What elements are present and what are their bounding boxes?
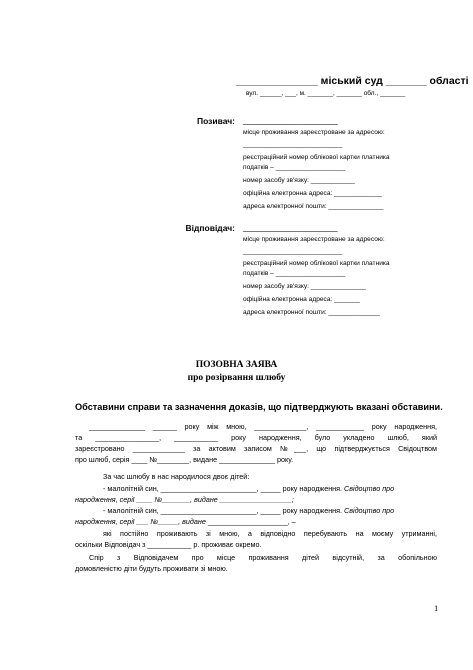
paragraph-residence bbox=[75, 528, 437, 550]
document-subtitle: про розірвання шлюбу bbox=[187, 373, 286, 383]
defendant-field: номер засобу зв'язку: _______________ bbox=[243, 283, 366, 290]
text-line: які постійно проживають зі мною, а відповідно перебувають на моєму утриманні, bbox=[103, 529, 437, 538]
text-line: ______________ ______ року між мною, _____________, ____________ року народження, bbox=[89, 422, 437, 431]
court-name-line: ______________ міський суд _______ області bbox=[236, 75, 469, 87]
issuer-blank: ____________________, – bbox=[207, 517, 296, 526]
paragraph-agreement bbox=[75, 552, 437, 574]
text-line: народження, серії ____ №_______, видане __________________; bbox=[75, 495, 294, 504]
child-text: - малолітній син, ________________________, _____ року народження. bbox=[103, 506, 343, 515]
plaintiff-field: місце проживання зареєстроване за адресою: bbox=[243, 129, 385, 136]
defendant-field: адреса електронної пошти: ______________ bbox=[243, 309, 380, 316]
paragraph-marriage bbox=[75, 421, 437, 465]
text-line: та ________________, ___________ року народження, було укладено шлюб, який bbox=[75, 433, 437, 442]
defendant-field: податків – ___________________ bbox=[243, 270, 346, 277]
defendant-field: місце проживання зареєстроване за адресою: bbox=[243, 236, 385, 243]
text-line: оскільки Відповідач з ___________ р. проживає окремо. bbox=[75, 540, 262, 549]
paragraph-children-intro: За час шлюбу в нас народилося двоє дітей: bbox=[103, 472, 250, 481]
defendant-field: офіційна електронна адреса: _______ bbox=[243, 296, 360, 303]
text-line: домовленістю діти будуть проживати зі мною. bbox=[75, 564, 228, 573]
defendant-field: ___________________________ bbox=[243, 248, 343, 255]
plaintiff-field: реєстраційний номер облікової картки платника bbox=[243, 154, 390, 161]
certificate-text: народження, серії ___ №_____, видане bbox=[75, 517, 206, 526]
defendant-name-line: ____________________ bbox=[243, 222, 338, 232]
certificate-label: Свідоцтво про bbox=[344, 506, 395, 515]
document-title: ПОЗОВНА ЗАЯВА bbox=[195, 360, 278, 370]
plaintiff-field: ___________________________ bbox=[243, 141, 343, 148]
section-heading: Обставини справи та зазначення доказів, що підтверджують вказані обставини. bbox=[75, 402, 443, 412]
text-line: зареєстровано _____________ за актовим записом №___, що підтверджується Свідоцтвом bbox=[75, 444, 437, 453]
child-text: - малолітній син, ________________________, _____ року народження. bbox=[103, 484, 343, 493]
page-number: 1 bbox=[434, 603, 439, 613]
child-entry bbox=[75, 505, 437, 527]
plaintiff-label: Позивач: bbox=[196, 116, 235, 126]
plaintiff-field: адреса електронної пошти: _______________ bbox=[243, 203, 384, 210]
certificate-label: Свідоцтво про bbox=[344, 484, 395, 493]
text-line: про шлюб, серія ____ №________, видане ______________ року. bbox=[75, 455, 294, 464]
plaintiff-field: податків – ___________________ bbox=[243, 164, 346, 171]
court-address: вул. ______, ___, м. _______, _______ обл., _______ bbox=[246, 90, 406, 97]
plaintiff-field: офіційна електронна адреса: _____________ bbox=[243, 190, 382, 197]
plaintiff-name-line: ____________________ bbox=[243, 115, 338, 125]
child-entry bbox=[75, 483, 437, 505]
defendant-field: реєстраційний номер облікової картки платника bbox=[243, 260, 390, 267]
text-line bbox=[75, 483, 437, 494]
text-line: Спір з Відповідачем про місце проживання дітей відсутній, за обопільною bbox=[89, 553, 437, 562]
text-line bbox=[75, 505, 437, 516]
defendant-label: Відповідач: bbox=[185, 223, 235, 233]
plaintiff-field: номер засобу зв'язку: ____________ bbox=[243, 177, 355, 184]
text-line bbox=[75, 516, 437, 527]
